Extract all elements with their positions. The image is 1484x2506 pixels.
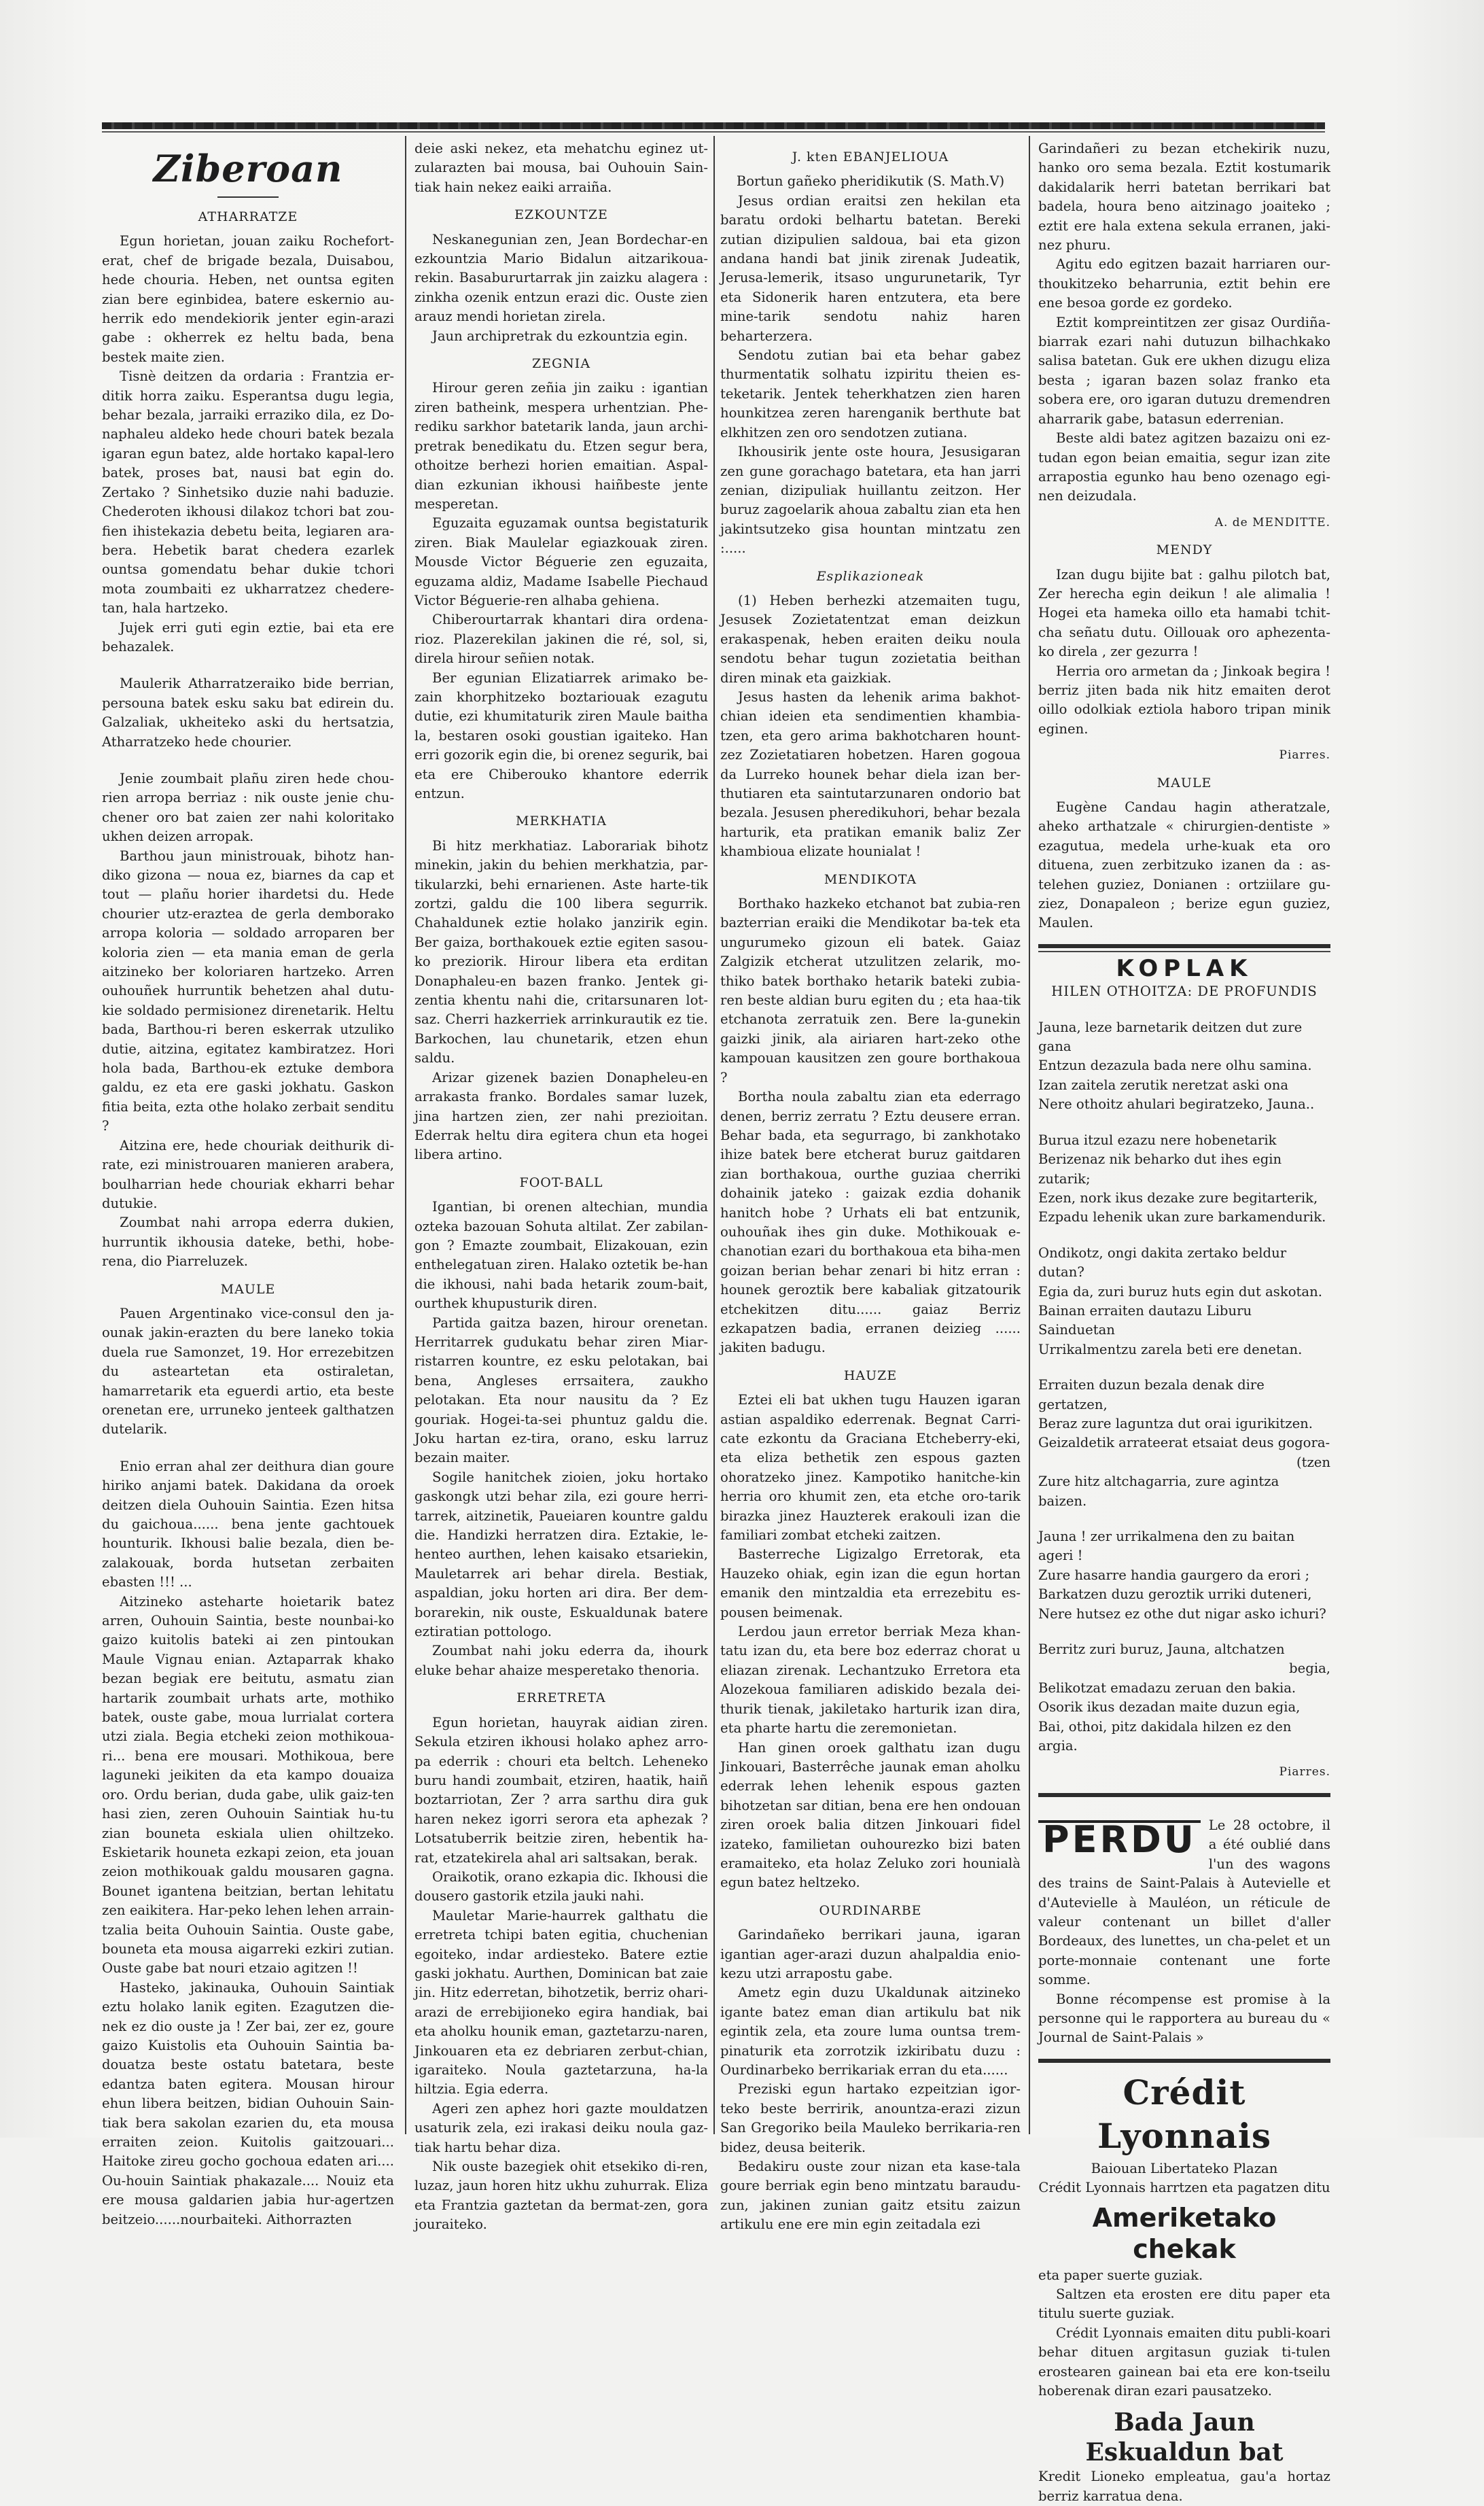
article-paragraph: Egun horietan, jouan zaiku Rochefort-erat, chef de brigade bezala, Duisabou, hede chouria. Heben, net ountsa egiten zian bere eginbidea, batere eskernio au-herrik edo mendekiorik jenter egin-arazi gabe : okherrek ez heltu bada, bena bestek maite zien. xyxy=(102,233,394,365)
article-paragraph: Mauletar Marie-haurrek galthatu die erretreta tchipi baten egitia, chuchenian egoiteko, indar ardiesteko. Batere eztie gaski jokhatu. Aurthen, Dominican bat zaie jin. Hitz ederretan, bihotzetik, berriz ohari-arazi de errebijioneko egira handiak, bai eta aholku hounik eman, gaztetarzu-naren, Jinkouaren eta ez debriaren zerbut-chian, igaraiteko. Noula gaztetarzuna, ha-la hiltzia. Egia ederra. xyxy=(414,1907,708,2098)
article-paragraph: Neskanegunian zen, Jean Bordechar-en ezkountzia Mario Bidalun aitzarikoua-rekin. Basabururtarrak jin zaizku alagera : zinkha ozenik entzun erazi dic. Ouste zien arauz mendi horietan zirela. xyxy=(414,231,708,325)
article-paragraph: Ikhousirik jente oste houra, Jesusigaran zen gune gorachago batetara, eta han jarri zenian, dizipuliak huillantu zeitzon. Her buruz zagoelarik ahoua zabaltu zian eta hen jakintsutzeko gisa hountan mintzatu zen :..... xyxy=(720,444,1021,557)
section-heading: J. kten EBANJELIOUA xyxy=(792,150,949,164)
article-paragraph: Beste aldi batez agitzen bazaizu oni ez-tudan egon beian emaitia, segur izan zite arrapostia egunko hau beno ozenago egi-nen deizudala. xyxy=(1038,430,1330,504)
masthead-title: Ziberoan xyxy=(153,147,343,190)
article-paragraph: Izan dugu bijite bat : galhu pilotch bat, Zer herecha egin deikun ! ale alimalia ! Hogei eta hameka oillo eta hamabi tchit-cha señatu dutu. Oillouak oro aphezenta-ko direla , zer gezurra ! xyxy=(1038,566,1330,660)
article-paragraph: Garindañeri zu bezan etchekirik nuzu, hanko oro sema bezala. Eztit kostumarik dakidalarik herri batetan berrikari bat badela, houra beno aitzinago joaiteko ; eztit ere hala extena sekula erranen, jaki-nez phuru. xyxy=(1038,141,1330,254)
poem-line: Nere hutsez ez othe dut nigar asko ichuri? xyxy=(1038,1605,1326,1622)
poem-title: HILEN OTHOITZA: DE PROFUNDIS xyxy=(1051,984,1318,1000)
column-4 xyxy=(1038,139,1330,2504)
section-heading: ZEGNIA xyxy=(531,356,591,372)
column-rule xyxy=(713,136,715,2134)
section-heading: ATHARRATZE xyxy=(198,209,298,224)
poem-line: Zure hitz altchagarria, zure agintza baizen. xyxy=(1038,1474,1279,1509)
article-paragraph: Eugène Candau hagin atheratzale, aheko arthatzale « chirurgien-dentiste » ezagutua, medela urhe-kuak eta oro dituena, zuen zerbitzuko izanen da : as-telehen guziez, Donianen : ortziilare gu-ziez, Donapaleon ; berize egun guziez, Maulen. xyxy=(1038,799,1330,931)
section-heading: FOOT-BALL xyxy=(519,1174,603,1190)
advertisement-subheadline: Ameriketako chekak xyxy=(1092,2202,1277,2264)
section-rule xyxy=(1038,1793,1330,1797)
advertisement-line: eta paper suerte guziak. xyxy=(1038,2267,1203,2283)
article-paragraph: Zoumbat nahi joku ederra da, ihourk eluke behar ahaize mesperetako thenoria. xyxy=(414,1643,708,1678)
poem-line: begia, xyxy=(1289,1660,1330,1677)
advertisement-paragraph: Crédit Lyonnais emaiten ditu publi-koari behar dituen argitasun guziak ti-tulen erostearen gainean bai eta ere kon-tseilu hoberenak diran ezari pausatzeko. xyxy=(1038,2325,1330,2399)
article-paragraph: (1) Heben berhezki atzemaiten tugu, Jesusek Zozietatentzat eman deizkun erakaspenak, heben eraiten deiku noula sendotu behar tugun zozietatia beithan diren minak eta gaizkiak. xyxy=(720,592,1021,686)
poem-line: (tzen xyxy=(1296,1454,1330,1470)
poem-stanza xyxy=(1038,1376,1330,1511)
article-paragraph: Borthako hazkeko etchanot bat zubia-ren bazterrian eraiki die Mendikotar ba-tek eta ungurumeko gizoun eli batek. Gaiaz Zalgizik etcherat utzulitzen zelarik, mo-thiko batek borthako hetarik bateki zubia-ren beste aldian buru egiten du ; eta haa-tik etchanota zerratuik zen. Bere la-gunekin gaizki jinik, ala airiaren hart-zeko othe kampouan kausitzen zen goure borthakoua ? xyxy=(720,896,1021,1085)
section-heading: Esplikazioneak xyxy=(816,568,925,584)
article-paragraph: Eztit kompreintitzen zer gisaz Ourdiña-biarrak ezari nahi dutuzun bilhachkako salisa batetan. Guk ere ukhen dizugu eliza besta ; igaran bazen solaz franko eta sobera ere, oro igaran dutuzu dremendren aharrarik gabe, batasun ederrenian. xyxy=(1038,314,1330,427)
article-paragraph: Aitzina ere, hede chouriak deithurik di-rate, ezi ministrouaren manieren arabera, boulharrian hede chouriak ekharri behar dutukie. xyxy=(102,1137,394,1211)
article-paragraph: Hasteko, jakinauka, Ouhouin Saintiak eztu holako lanik egiten. Ezagutzen die-nek ez dio ouste ja ! Zer bai, zer ez, goure gaizo Kuistolis eta Ouhouin Saintia ba-douatza beste ostatu batetara, beste edantza baten egitera. Mousan hirour ehun libera beitzen, bidian Ouhouin Sain-tiak bera sakolan ezarien du, eta mousa erraiten zeion. Kuitolis gaitzouari... Haitoke zireu gocho gochoua edaten ari.... Ou-houin Saintiak phakazale.... Nouiz eta ere mousa galdarien jabia hur-agertzen beitzeio......nourbaiteki. Aithorrazten xyxy=(102,1979,394,2227)
article-paragraph: Garindañeko berrikari jauna, igaran igantian ager-arazi duzun ahalpaldia enio-kezu utzi arrapostu gabe. xyxy=(720,1927,1021,1981)
advertisement-subheadline: Bada Jaun Eskualdun bat xyxy=(1085,2408,1284,2467)
column-2 xyxy=(414,139,708,2233)
article-paragraph: Bedakiru ouste zour nizan eta kase-tala goure berriak egin beno mintzatu baraudu-zun, jakinen zunian gaitz etsitu zaizun artikulu ene ere min egin zeitadala ezi xyxy=(720,2159,1021,2233)
article-paragraph: Han ginen oroek galthatu izan dugu Jinkouari, Basterrêche jaunak eman aholku ederrak lehen lehenik espous gazten bihotzetan sar ditian, bena ere hen ondouan ziren oroek balia ditzen Jinkouari fidel izateko, familietan ouhourezko bizi baten eramaiteko, eta holaz Zeluko zori hounialà egun batez heltzeko. xyxy=(720,1739,1021,1891)
article-paragraph: Igantian, bi orenen altechian, mundia ozteka bazouan Sohuta altilat. Zer zabilan-gon ? Emazte zoumbait, Elizakouan, ezin enthelegatuan ziren. Halako oztetik be-han die ikhousi, nahi bada hetarik zoum-bait, ourthek khupusturik diren. xyxy=(414,1199,708,1312)
advertisement-line: Baiouan Libertateko Plazan xyxy=(1091,2160,1278,2176)
article-paragraph: Bi hitz merkhatiaz. Laborariak bihotz minekin, jakin du behien merkhatzia, par-tikularzki, behi ernarienen. Aste harte-tik zortzi, galdu die 100 libera segurrik. Chahaldunek eztie holako janzirik egin. Ber gaiza, borthakouek eztie egiten sasou-ko preziorik. Hirour libera eta erditan Donaphaleu-en bazen franko. Jentek gi-zentia khentu nahi die, critarsunaren lot-saz. Cherri hazkerriek arrinkurautik ez tie. Barkochen, lau chunetarik, etzen ehun saldu. xyxy=(414,837,708,1066)
article-paragraph: Jenie zoumbait plañu ziren hede chou-rien arropa berriaz : nik ouste jenie chu-chener oro bat zaien zer nahi koloritako ukhen deizen arropak. xyxy=(102,770,394,845)
article-paragraph: Zoumbat nahi arropa ederra dukien, hurruntik ikhousia dateke, bethi, hobe-rena, dio Piarreluzek. xyxy=(102,1215,394,1270)
section-heading: EZKOUNTZE xyxy=(514,207,608,223)
poem-line: Jauna ! zer urrikalmena den zu baitan ageri ! xyxy=(1038,1529,1295,1564)
article-paragraph: Agitu edo egitzen bazait harriaren our-thoukitzeko beharrunia, eztit behin ere ene besoa gorde ez gordeko. xyxy=(1038,256,1330,311)
article-paragraph: Sogile hanitchek zioien, joku hortako gaskongk utzi behar zila, ezi goure herri-tarrek, aitzinetik, Paueiaren kountre galdu die. Handizki herratzen dira. Eztakie, le-henteo aurthen, lehen kaisako etsariekin, Mauletarrek ari behar direla. Bestiak, aspaldian, joku horten ari dira. Ber dem-borarekin, nik ouste, Eskualdunak batere eztiratian pottologo. xyxy=(414,1469,708,1640)
poem-line: Zure hasarre handia gaurgero da erori ; xyxy=(1038,1567,1310,1583)
section-heading: MENDIKOTA xyxy=(824,871,917,887)
column-rule xyxy=(405,136,406,2134)
advertisement-line: Crédit Lyonnais harrtzen eta pagatzen ditu xyxy=(1038,2180,1330,2196)
notice-text: Le 28 octobre, il a été oublié dans l'un des wagons des trains de Saint-Palais à Autevielle et d'Autevielle à Mauléon, un réticule de valeur contenant un billet d'aller Bordeaux, des lunettes, un cha-pelet et un porte-monnaie contenant une forte somme. xyxy=(1038,1817,1330,1988)
article-paragraph: deie aski nekez, eta mehatchu eginez ut-zularazten bai mousa, bai Ouhouin Sain-tiak hain nekez eaiki arraiña. xyxy=(414,141,708,195)
article-paragraph: Jesus hasten da lehenik arima bakhot-chian ideien eta sendimentien khambia-tzen, eta gero arima bakhotcharen hount-zez Zozietatiaren hobetzen. Haren gogoua da Lurreko hounek behar diela izan ber-thutiaren eta saintutarzunaren ondorio bat bezala. Jesusen pheredikuhori, behar bezala harturik, eta pratikan emanik baliz Zer khambioua elizate hounialat ! xyxy=(720,689,1021,860)
column-1 xyxy=(102,139,394,2227)
poem-line: Jauna, leze barnetarik deitzen dut zure gana xyxy=(1038,1019,1303,1055)
article-paragraph: Jaun archipretrak du ezkountzia egin. xyxy=(432,328,688,344)
section-heading: HAUZE xyxy=(843,1368,898,1383)
section-heading: ERRETRETA xyxy=(516,1690,606,1706)
poem-line: Beraz zure laguntza dut orai igurikitzen. xyxy=(1038,1415,1313,1431)
poem-line: Belikotzat emadazu zeruan den bakia. xyxy=(1038,1680,1296,1696)
poem-stanza xyxy=(1038,1640,1330,1756)
article-paragraph: Barthou jaun ministrouak, bihotz han-diko gizona — noua ez, biarnes da cap et tout — plañu horier ihardetsi du. Hede chourier utz-eraztea de gerla demborako arropa koloria — soldado arroparen ber koloria zien — eta mania eman de gerla aitzineko ber koloriaren hartzeko. Arren ouhouñek hurruntik behetzen ahal dutu-kie soldado permisionez direnetarik. Heltu bada, Barthou-ri beren eskerrak utzuliko dutie, aitzina, egitatez kambiratzez. Hori hola bada, Barthou-ek eztuke dembora galdu, ez eta ere gaski jokhatu. Gaskon fitia beita, ezta othe holako zerbait senditu ? xyxy=(102,848,394,1134)
poem-stanza xyxy=(1038,1527,1330,1624)
poem-line: Geizaldetik arrateerat etsaiat deus gogora- xyxy=(1038,1435,1330,1451)
article-paragraph: Chiberourtarrak khantari dira ordena-rioz. Plazerekilan jakinen die ré, sol, si, direla hirour señien notak. xyxy=(414,612,708,667)
section-rule-thin xyxy=(1038,951,1330,952)
notice-headline: PERDU xyxy=(1038,1820,1201,1857)
section-heading: MERKHATIA xyxy=(516,814,607,829)
article-paragraph: Ber egunian Elizatiarrek arimako be-zain khorphitzeko boztariouak ezagutu dutie, ezi khumitaturik ziren Maule baitha la, bestaren osoki goustian igaiteko. Han erri gozorik egin die, bi orenez segurik, bai eta ere Chiberouko khantore ederrik entzun. xyxy=(414,669,708,801)
poem-line: Berritz zuri buruz, Jauna, altchatzen xyxy=(1038,1641,1285,1658)
article-paragraph: Pauen Argentinako vice-consul den ja-ounak jakin-erazten du bere laneko tokia duela rue Samonzet, 19. Hor errezebitzen du asteartetan eta ostiraletan, hamarretarik eta eguerdi artio, eta beste orenetan ere, urruneko jenteek galthatzen dutelarik. xyxy=(102,1305,394,1438)
article-paragraph: Maulerik Atharratzeraiko bide berrian, persouna batek esku saku bat edirein du. Galzaliak, ukheiteko aski du hertsatzia, Atharratzeko hede chourier. xyxy=(102,676,394,750)
top-rule xyxy=(102,122,1325,129)
poem-section-title: KOPLAK xyxy=(1116,954,1253,982)
article-paragraph: Sendotu zutian bai eta behar gabez thurmentatik solhatu izpiritu theien es-teketarik. Jentek teherkhatzen zien haren hounkitzea zeren harenganik berthute bat elkhitzen zen oro sendotzen zutiana. xyxy=(720,347,1021,440)
poem-line: Urrikalmentzu zarela beti ere denetan. xyxy=(1038,1341,1303,1357)
section-heading: MAULE xyxy=(220,1281,276,1297)
article-paragraph: Lerdou jaun erretor berriak Meza khan-tatu izan du, eta bere boz ederraz chorat u eliazan zirenak. Lechantzuko Erretora eta Alozekoua familiaren adiskido bezala dei-thurik tienak, jakiletako harturik izan dira, eta pharte hartu die zeremonietan. xyxy=(720,1624,1021,1737)
article-paragraph: Egun horietan, hauyrak aidian ziren. Sekula etziren ikhousi holako aphez arro-pa ederrik : chouri eta beltch. Leheneko buru handi zoumbait, etziren, haatik, haiñ boztarriotan, Zer ? arra sarthu dira guk haren nekez igorri serora eta aphezak ? Lotsatuberrik beitzie ziren, hebentik ha-rat, etzatekirela ahal ari saltsakan, berak. xyxy=(414,1714,708,1866)
article-paragraph: Arizar gizenek bazien Donapheleu-en arrakasta franko. Bordales samar luzek, jina hartzen zien, zer nahi prezioitan. Ederrak heltu dira egitera chun eta hogei libera artino. xyxy=(414,1069,708,1163)
advertisement-headline: Crédit Lyonnais xyxy=(1097,2072,1272,2156)
poem-line: Nere othoitz ahulari begiratzeko, Jauna.. xyxy=(1038,1096,1315,1113)
lost-item-notice xyxy=(1038,1816,1330,2048)
poem-stanza xyxy=(1038,1018,1330,1115)
article-paragraph: Oraikotik, orano ezkapia dic. Ikhousi die dousero gastorik etzila jauki nahi. xyxy=(414,1868,708,1904)
column-rule xyxy=(1029,136,1030,2134)
article-paragraph: Bortha noula zabaltu zian eta ederrago denen, berriz zerratu ? Eztu deusere erran. Behar bada, eta segurrago, bi zankhotako ihize batek bere etcherat buruz gaitdaren zian borthakoua, ourthe guziaa cherriki dohainik jateko : gaizak ezdia dohanik hanitch hobe ? Urhats eli bat entzunik, ouhouñak ihes gin duke. Mothikouak e-chanotian ezari du borthakoua eta biha-men goizan berian behar zenari bi hitz erran : hounek geroztik bere kabaliak gitzatourik etchekitzen ditu...... gaiaz Berriz ezkapatzen badia, erranen deizieg ...... jakiten badugu. xyxy=(720,1089,1021,1356)
poem-line: Berizenaz nik beharko dut ihes egin zutarik; xyxy=(1038,1151,1282,1187)
poem-line: Entzun dezazula bada nere olhu samina. xyxy=(1038,1058,1312,1074)
advertisement-paragraph: Saltzen eta erosten ere ditu paper eta titulu suerte guziak. xyxy=(1038,2286,1330,2322)
poem-line: Ezpadu lehenik ukan zure barkamendurik. xyxy=(1038,1209,1326,1225)
gospel-reference: Bortun gañeko pheridikutik (S. Math.V) xyxy=(736,173,1005,190)
section-heading: MENDY xyxy=(1156,542,1213,558)
advertisement-paragraph: Kredit Lioneko empleatua, gau'a hortaz berriz karratua dena. xyxy=(1038,2469,1330,2504)
article-paragraph: Ageri zen aphez hori gazte mouldatzen usaturik zela, ezi irakasi deiku noula gaz-tiak hartu behar diza. xyxy=(414,2100,708,2155)
poem-line: Erraiten duzun bezala denak dire gertatzen, xyxy=(1038,1377,1265,1412)
poem-line: Osorik ikus dezadan maite duzun egia, xyxy=(1038,1699,1301,1716)
article-paragraph: Herria oro armetan da ; Jinkoak begira ! berriz jiten bada nik hitz emaiten derot oillo odolkiak eztiola haboro tripan minik eginen. xyxy=(1038,663,1330,737)
poem-stanza xyxy=(1038,1131,1330,1228)
article-paragraph: Eztei eli bat ukhen tugu Hauzen igaran astian aspaldiko ederrenak. Begnat Carri-cate ezkontu da Graciana Etcheberry-eki, eta eliza bethetik zen espous gazten ohoratzeko jinez. Kampotiko hanitche-kin herria oro khumit zen, eta etche oro-tarik birazka jinez Hauzterek erakouli izan die familiari zombat etcheki zaitzen. xyxy=(720,1392,1021,1544)
section-rule xyxy=(1038,944,1330,948)
author-signature: A. de MENDITTE. xyxy=(1214,515,1330,529)
poem-stanza xyxy=(1038,1244,1330,1359)
poem-line: Ezen, nork ikus dezake zure begitarterik, xyxy=(1038,1189,1318,1206)
article-paragraph: Jesus ordian eraitsi zen hekilan eta baratu ordoki belhartu batetan. Bereki zutian dizipulien saldoua, bai eta gizon andana handi bat jinik zirenak Judeatik, Jerusa-lemerik, itsaso ungurunetarik, Tyr eta Sidonerik haren entzutera, eta bere mine-tarik sendotu nahiz haren beharterzera. xyxy=(720,192,1021,344)
section-heading: MAULE xyxy=(1156,775,1212,790)
article-paragraph: Nik ouste bazegiek ohit etsekiko di-ren, luzaz, jaun horen hitz ukhu zuhurrak. Eliza eta Frantzia gaztetan da bermat-zen, gora jouraiteko. xyxy=(414,2159,708,2233)
article-paragraph: Aitzineko asteharte hoietarik batez arren, Ouhouin Saintia, beste nounbai-ko gaizo kuitolis bateki ai zen pintoukan Maule Vignau enian. Aztaparrak khako bezan begiak ere beitutu, asmatu zian hartarik zoumbait urhats arte, mothiko batek, ouste gabe, moua lurrialat cortera utzi ziala. Begia etcheki zeion mothikoua-ri... bena ere mousari. Mothikoua, bere laguneki jeikiten da eta kampo douaiza oro. Ordu berian, duda gabe, ulik gaiz-ten hasi zien, zeren Ouhouin Saintiak hu-tu zian bouneta eskiala ulien ohiltzeko. Eskietarik houneta ezkapi zeion, eta jouan zeion mothikouak galdu mousaren gagna. Bounet igantena beitzian, bertan lehitatu zen eaikitera. Har-peko lehen lehen arrain-tzalia beita Ouhouin Saintia. Ouste gabe, bouneta eta mousa aigarreki ezkiri zutian. Ouste gabe bat nouri etzaio agitzen !! xyxy=(102,1593,394,1977)
notice-text: Bonne récompense est promise à la personne qui le rapportera au bureau du « Journal de Saint-Palais » xyxy=(1038,1991,1330,2046)
article-paragraph: Basterreche Ligizalgo Erretorak, eta Hauzeko ohiak, egin izan die egun hortan emanik den mintzaldia eta errezebitu es-pousen beimenak. xyxy=(720,1546,1021,1620)
poem-line: Barkatzen duzu geroztik urriki duteneri, xyxy=(1038,1586,1312,1603)
top-rule-thin xyxy=(102,131,1325,133)
article-paragraph: Ametz egin duzu Ukaldunak aitzineko igante batez eman dian artikulu bat nik egintik zela, eta zoure luma ountsa trem-pinaturik eta zorrotzik izkiribatu duzu : Ourdinarbeko berrikariak erran du eta...... xyxy=(720,1985,1021,2078)
article-paragraph: Jujek erri guti egin eztie, bai eta ere behazalek. xyxy=(102,619,394,655)
poem-line: Bainan erraiten dautazu Liburu Sainduetan xyxy=(1038,1302,1252,1338)
poem-line: Burua itzul ezazu nere hobenetarik xyxy=(1038,1132,1277,1148)
poem-line: Egia da, zuri buruz huts egin dut askotan. xyxy=(1038,1283,1322,1300)
section-heading: OURDINARBE xyxy=(819,1902,922,1918)
article-paragraph: Partida gaitza bazen, hirour orenetan. Herritarrek gudukatu behar ziren Miar-ristarren kountre, ez esku pelotakan, bai bena, Angleses errsaitera, zaukho pelotakan. Eta nour nausitu da ? Ez gouriak. Hogei-ta-sei phuntuz galdu die. Joku hartan ez-tira, orano, esku larruz bezain maiter. xyxy=(414,1315,708,1466)
poem-line: Izan zaitela zerutik neretzat aski ona xyxy=(1038,1077,1289,1093)
section-rule xyxy=(1038,2059,1330,2063)
article-paragraph: Hirour geren zeñia jin zaiku : igantian ziren batheink, mespera urhentzian. Phe-rediku sarkhor batetarik landa, jaun archi-pretrak benedikatu du. Etzen segur bera, othoitze berhezi horien emaitian. Aspal-dian ezkunian ikhousi haiñbeste jente mesperetan. xyxy=(414,380,708,512)
poem-line: Bai, othoi, pitz dakidala hilzen ez den argia. xyxy=(1038,1718,1292,1754)
poem-line: Ondikotz, ongi dakita zertako beldur dutan? xyxy=(1038,1245,1287,1281)
article-paragraph: Tisnè deitzen da ordaria : Frantzia er-ditik horra zaiku. Esperantsa dugu legia, behar bezala, jarraiki erraziko dila, ez Do-naphaleu aldeko hede chouri batek bezala igaran egun batez, alde hortako kapal-lero batek, proses bat, nausi bat egin do. Zertako ? Sinhetsiko duzie nahi baduzie. Chederoten ikhousi dilakoz tchori bat zou-fien ihistekazia debetu beita, legiaren ara-bera. Hebetik barat chedera ezarlek ountsa gomendatu behar dukie tchori mota zoumbaiti ez ukharratzez chedere-tan, hala hartzeko. xyxy=(102,368,394,616)
article-paragraph: Enio erran ahal zer deithura dian goure hiriko anjami batek. Dakidana da oroek deitzen diela Ouhouin Saintia. Ezen hitsa du gaichoua...... bena jente gachtouek hounturik. Ikhousi balie bezala, dien be-zalakouak, borda hutsetan zerbaiten ebasten !!! ... xyxy=(102,1458,394,1590)
column-3 xyxy=(720,139,1021,2233)
article-paragraph: Preziski egun hartako ezpeitzian igor-teko beste berririk, anountza-erazi zizun San Gregoriko beila Mauleko berrikaria-ren bidez, deusa beiterik. xyxy=(720,2081,1021,2155)
article-paragraph: Eguzaita eguzamak ountsa begistaturik ziren. Biak Maulelar egiazkouak ziren. Mousde Victor Béguerie zen eguzaita, eguzama aldiz, Madame Isabelle Piechaud Victor Béguerie-ren alhaba gehiena. xyxy=(414,515,708,608)
masthead-rule xyxy=(217,196,279,198)
author-signature: Piarres. xyxy=(1279,1765,1330,1779)
author-signature: Piarres. xyxy=(1279,748,1330,763)
